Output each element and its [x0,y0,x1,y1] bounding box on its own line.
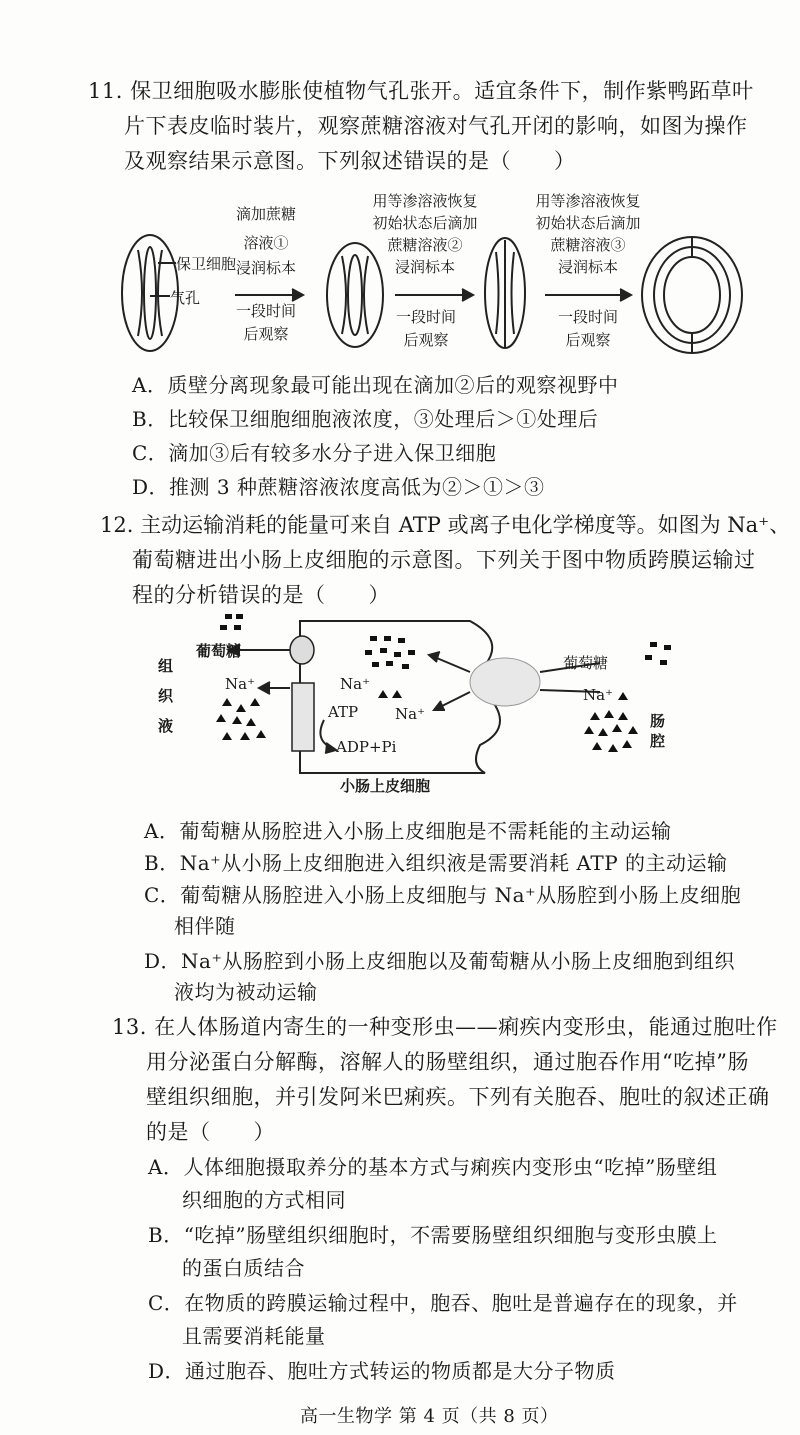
q11-option-d: D．推测 3 种蔗糖溶液浓度高低为②＞①＞③ [132,475,545,499]
q13-option-a-line-1: A．人体细胞摄取养分的基本方式与痢疾内变形虫“吃掉”肠壁组 [148,1155,718,1179]
page-footer: 高一生物学 第 4 页（共 8 页） [300,1406,559,1427]
label-epithelial-cell: 小肠上皮细胞 [340,777,431,795]
step2-bottom: 一段时间 后观察 [395,308,456,349]
q12-option-a: A．葡萄糖从肠腔进入小肠上皮细胞是不需耗能的主动运输 [144,819,672,843]
label-glucose-right: 葡萄糖 [563,654,609,672]
q13-option-a-line-2: 织细胞的方式相同 [182,1188,346,1212]
label-na-inside-top: Na⁺ [340,675,370,693]
glucose-carrier-left [290,636,314,664]
label-tissue-fluid-1: 组 [158,657,174,675]
q11-option-a: A．质壁分离现象最可能出现在滴加②后的观察视野中 [132,373,619,397]
q11-option-b: B．比较保卫细胞细胞液浓度，③处理后＞①处理后 [132,407,599,431]
q12-option-c-line-1: C．葡萄糖从肠腔进入小肠上皮细胞与 Na⁺从肠腔到小肠上皮细胞 [144,883,742,907]
label-glucose-left: 葡萄糖 [196,642,242,660]
q11-stem-line-2: 片下表皮临时装片，观察蔗糖溶液对气孔开闭的影响，如图为操作 [124,114,748,138]
label-na-right: Na⁺ [583,686,613,704]
label-adp: ADP+Pi [336,738,397,756]
q13-option-c-line-2: 且需要消耗能量 [182,1324,326,1348]
q12-option-b: B．Na⁺从小肠上皮细胞进入组织液是需要消耗 ATP 的主动运输 [144,851,728,875]
q13-stem-line-2: 用分泌蛋白分解酶，溶解人的肠壁组织，通过胞吞作用“吃掉”肠 [146,1050,749,1074]
q13-stem-line-3: 壁组织细胞，并引发阿米巴痢疾。下列有关胞吞、胞吐的叙述正确 [146,1085,770,1109]
step2-text: 用等渗溶液恢复 初始状态后滴加 蔗糖溶液② 浸润标本 [372,192,478,276]
label-guard-cell: 保卫细胞 [176,255,237,273]
q12-option-c-line-2: 相伴随 [174,914,236,938]
step1-text: 滴加蔗糖 溶液① 浸润标本 [235,205,296,277]
label-tissue-fluid-3: 液 [158,717,174,735]
q13-option-d: D．通过胞吞、胞吐方式转运的物质都是大分子物质 [148,1359,616,1383]
q13-option-b-line-2: 的蛋白质结合 [182,1256,305,1280]
q13-option-b-line-1: B．“吃掉”肠壁组织细胞时，不需要肠壁组织细胞与变形虫膜上 [148,1223,718,1247]
step3-bottom: 一段时间 后观察 [557,308,618,349]
label-na-inside-bottom: Na⁺ [395,705,425,723]
q12-stem-line-1: 12. 主动运输消耗的能量可来自 ATP 或离子电化学梯度等。如图为 Na⁺、 [100,513,791,537]
q13-stem-line-1: 13. 在人体肠道内寄生的一种变形虫——痢疾内变形虫，能通过胞吐作 [112,1015,778,1039]
label-atp: ATP [328,703,359,721]
label-lumen-2: 腔 [650,732,666,750]
q12-stem-line-3: 程的分析错误的是（ ） [132,583,390,607]
label-stoma: 气孔 [170,289,201,307]
q13-stem-line-4: 的是（ ） [146,1120,275,1144]
label-lumen-1: 肠 [650,712,666,730]
q12-stem-line-2: 葡萄糖进出小肠上皮细胞的示意图。下列关于图中物质跨膜运输过 [132,548,756,572]
label-na-left: Na⁺ [225,675,255,693]
label-tissue-fluid-2: 织 [158,687,174,705]
na-k-pump [292,683,314,751]
q11-stem-line-3: 及观察结果示意图。下列叙述错误的是（ ） [124,149,576,173]
q12-option-d-line-1: D．Na⁺从肠腔到小肠上皮细胞以及葡萄糖从小肠上皮细胞到组织 [144,949,736,973]
q13-option-c-line-1: C．在物质的跨膜运输过程中，胞吞、胞吐是普遍存在的现象，并 [148,1291,738,1315]
step3-text: 用等渗溶液恢复 初始状态后滴加 蔗糖溶液③ 浸润标本 [535,192,641,276]
q11-option-c: C．滴加③后有较多水分子进入保卫细胞 [132,441,497,465]
step1-bottom: 一段时间 后观察 [235,302,296,343]
sodium-triangles [216,690,638,752]
sglt-carrier [470,658,540,706]
q11-stem-line-1: 11. 保卫细胞吸水膨胀使植物气孔张开。适宜条件下，制作紫鸭跖草叶 [88,79,754,103]
q12-option-d-line-2: 液均为被动运输 [174,980,318,1004]
